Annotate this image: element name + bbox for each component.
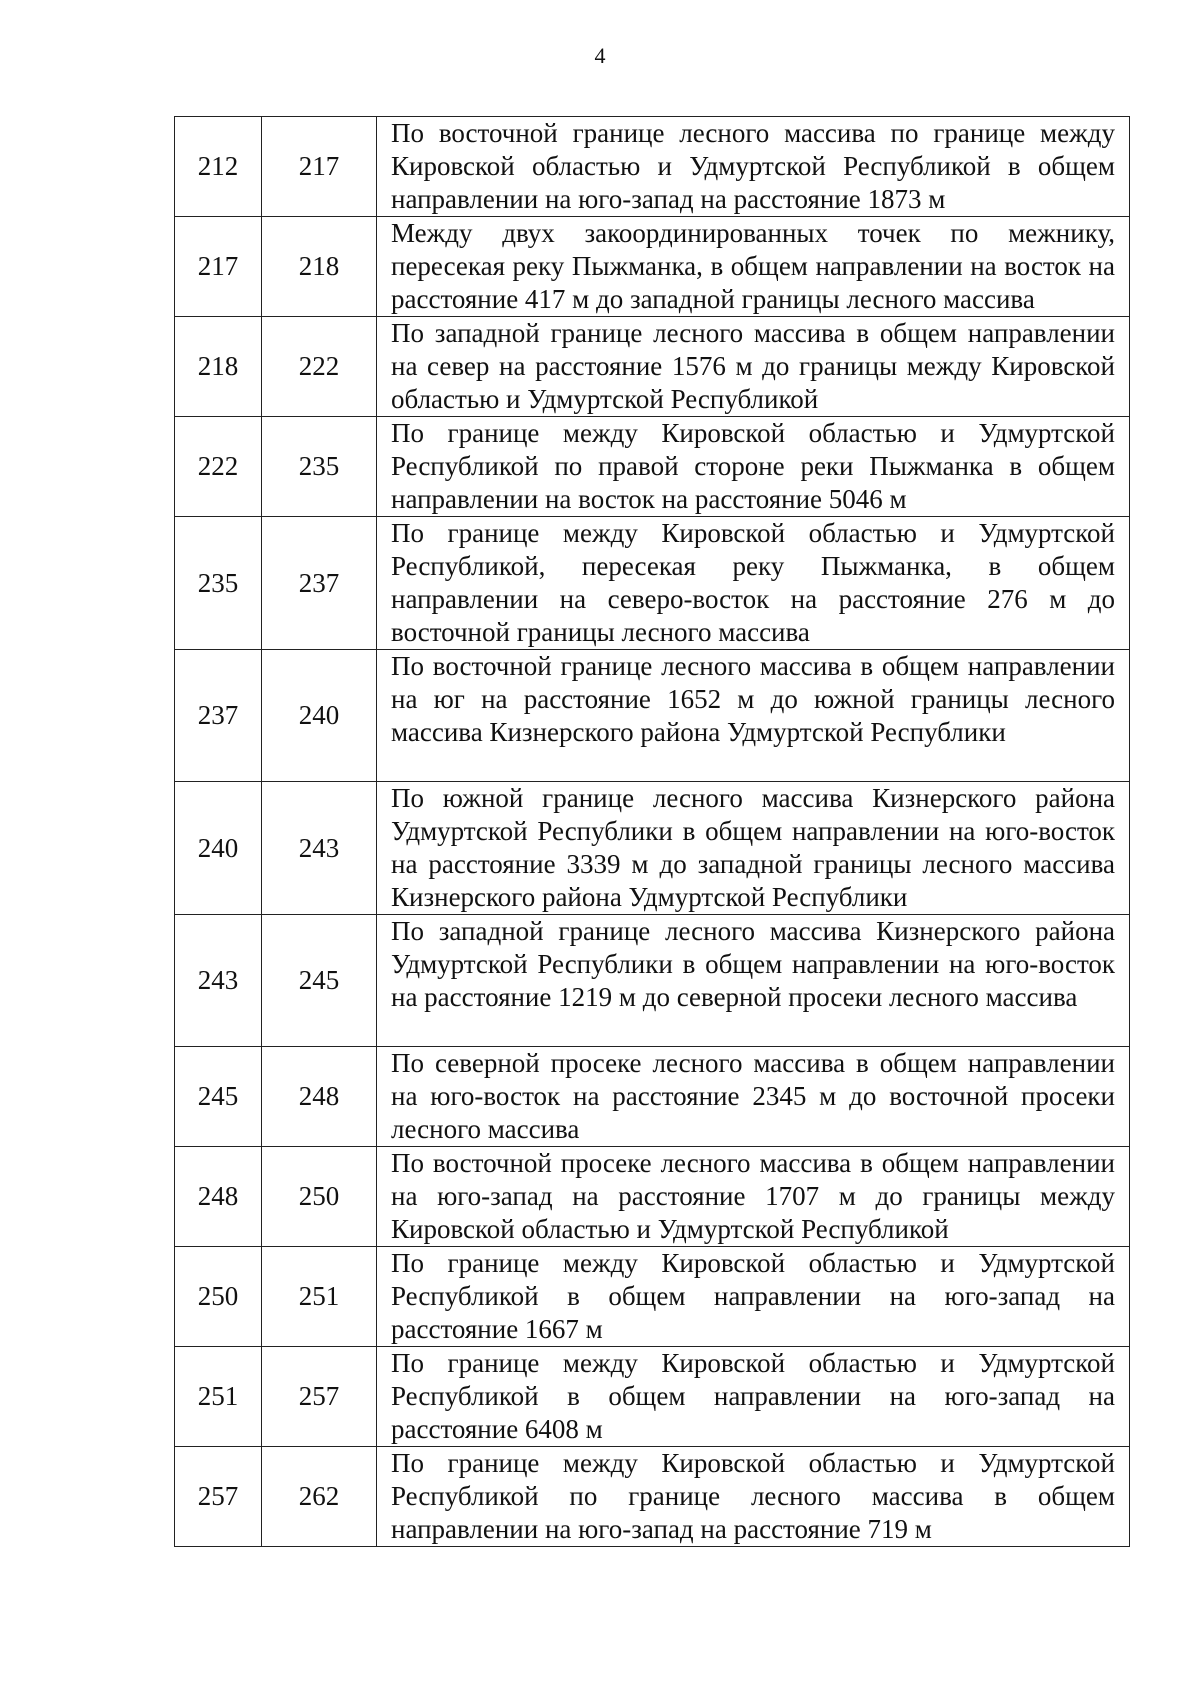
to-point-cell: 248 [262, 1047, 377, 1147]
from-point-cell: 217 [175, 217, 262, 317]
description-cell: Между двух закоординированных точек по межнику, пересекая реку Пыжманка, в общем направлении на восток на расстояние 417 м до западной границы лесного массива [377, 217, 1130, 317]
table-row [175, 915, 1130, 1047]
from-point-cell: 245 [175, 1047, 262, 1147]
description-cell: По западной границе лесного массива Кизнерского района Удмуртской Республики в общем направлении на юго-восток на расстояние 1219 м до северной просеки лесного массива [377, 915, 1130, 1047]
table-row [175, 650, 1130, 782]
to-point-cell: 257 [262, 1347, 377, 1447]
from-point-cell: 257 [175, 1447, 262, 1547]
to-point-cell: 237 [262, 517, 377, 650]
to-point-cell: 218 [262, 217, 377, 317]
table-row [175, 517, 1130, 650]
to-point-cell: 245 [262, 915, 377, 1047]
description-cell: По границе между Кировской областью и Удмуртской Республикой, пересекая реку Пыжманка, в общем направлении на северо-восток на расстояние 276 м до восточной границы лесного массива [377, 517, 1130, 650]
to-point-cell: 235 [262, 417, 377, 517]
table-row [175, 1247, 1130, 1347]
from-point-cell: 250 [175, 1247, 262, 1347]
table-row [175, 1147, 1130, 1247]
description-cell: По границе между Кировской областью и Удмуртской Республикой по правой стороне реки Пыжманка в общем направлении на восток на расстояние 5046 м [377, 417, 1130, 517]
table-row [175, 117, 1130, 217]
to-point-cell: 222 [262, 317, 377, 417]
from-point-cell: 248 [175, 1147, 262, 1247]
to-point-cell: 240 [262, 650, 377, 782]
table-row [175, 317, 1130, 417]
to-point-cell: 243 [262, 782, 377, 915]
to-point-cell: 217 [262, 117, 377, 217]
description-cell: По границе между Кировской областью и Удмуртской Республикой в общем направлении на юго-запад на расстояние 6408 м [377, 1347, 1130, 1447]
description-cell: По западной границе лесного массива в общем направлении на север на расстояние 1576 м до границы между Кировской областью и Удмуртской Республикой [377, 317, 1130, 417]
from-point-cell: 218 [175, 317, 262, 417]
description-cell: По южной границе лесного массива Кизнерского района Удмуртской Республики в общем направлении на юго-восток на расстояние 3339 м до западной границы лесного массива Кизнерского района Удмуртской Республики [377, 782, 1130, 915]
table-row [175, 1447, 1130, 1547]
boundary-description-table [174, 116, 1130, 1547]
from-point-cell: 240 [175, 782, 262, 915]
page-number: 4 [594, 43, 606, 68]
table-row [175, 417, 1130, 517]
from-point-cell: 237 [175, 650, 262, 782]
description-cell: По восточной границе лесного массива в общем направлении на юг на расстояние 1652 м до южной границы лесного массива Кизнерского района Удмуртской Республики [377, 650, 1130, 782]
from-point-cell: 243 [175, 915, 262, 1047]
to-point-cell: 250 [262, 1147, 377, 1247]
description-cell: По границе между Кировской областью и Удмуртской Республикой в общем направлении на юго-запад на расстояние 1667 м [377, 1247, 1130, 1347]
description-cell: По восточной просеке лесного массива в общем направлении на юго-запад на расстояние 1707 м до границы между Кировской областью и Удмуртской Республикой [377, 1147, 1130, 1247]
to-point-cell: 251 [262, 1247, 377, 1347]
table-row [175, 217, 1130, 317]
table-row [175, 782, 1130, 915]
table-row [175, 1047, 1130, 1147]
to-point-cell: 262 [262, 1447, 377, 1547]
description-cell: По границе между Кировской областью и Удмуртской Республикой по границе лесного массива в общем направлении на юго-запад на расстояние 719 м [377, 1447, 1130, 1547]
from-point-cell: 222 [175, 417, 262, 517]
from-point-cell: 212 [175, 117, 262, 217]
from-point-cell: 251 [175, 1347, 262, 1447]
description-cell: По восточной границе лесного массива по границе между Кировской областью и Удмуртской Республикой в общем направлении на юго-запад на расстояние 1873 м [377, 117, 1130, 217]
description-cell: По северной просеке лесного массива в общем направлении на юго-восток на расстояние 2345 м до восточной просеки лесного массива [377, 1047, 1130, 1147]
from-point-cell: 235 [175, 517, 262, 650]
table-row [175, 1347, 1130, 1447]
